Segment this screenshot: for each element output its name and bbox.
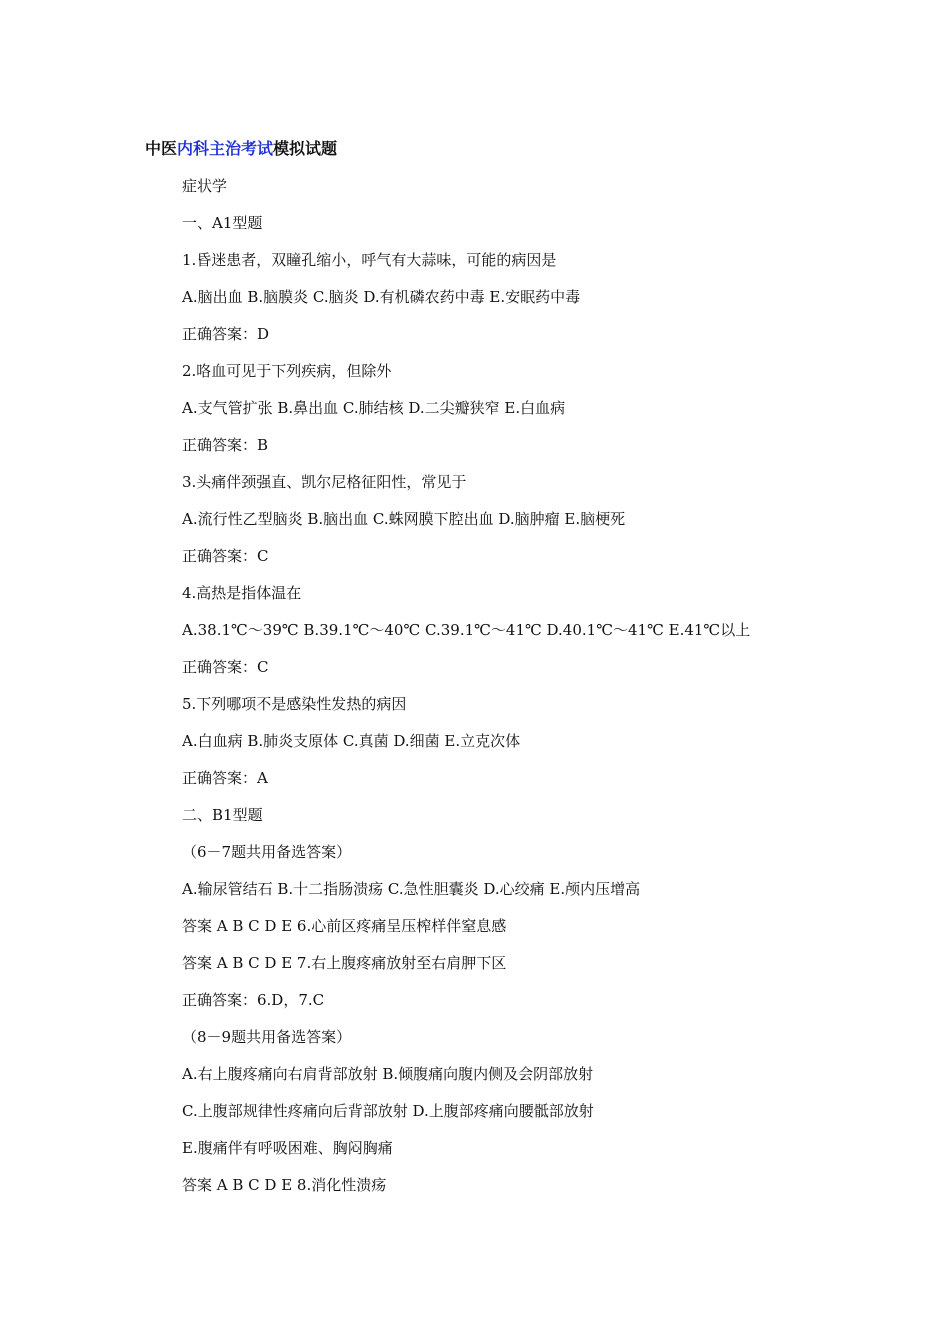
question-5: 5.下列哪项不是感染性发热的病因: [182, 695, 407, 713]
question-4: 4.高热是指体温在: [182, 584, 302, 602]
title-prefix: 中医: [145, 139, 178, 158]
question-3-options: A.流行性乙型脑炎 B.脑出血 C.蛛网膜下腔出血 D.脑肿瘤 E.脑梗死: [182, 510, 626, 528]
question-2: 2.咯血可见于下列疾病，但除外: [182, 362, 392, 380]
question-1: 1.昏迷患者，双瞳孔缩小，呼气有大蒜味，可能的病因是: [182, 251, 557, 269]
shared-options-note-8-9: （8－9题共用备选答案）: [182, 1028, 352, 1046]
section-heading-b1: 二、B1型题: [182, 806, 263, 824]
question-6-7-answer: 正确答案：6.D，7.C: [182, 991, 325, 1009]
question-2-answer: 正确答案：B: [182, 436, 269, 454]
title-suffix: 模拟试题: [273, 139, 338, 158]
shared-options-8-9-a-b: A.右上腹疼痛向右肩背部放射 B.倾腹痛向腹内侧及会阴部放射: [182, 1065, 594, 1083]
shared-options-8-9-c-d: C.上腹部规律性疼痛向后背部放射 D.上腹部疼痛向腰骶部放射: [182, 1102, 594, 1120]
question-2-options: A.支气管扩张 B.鼻出血 C.肺结核 D.二尖瓣狭窄 E.白血病: [182, 399, 566, 417]
question-1-options: A.脑出血 B.脑膜炎 C.脑炎 D.有机磷农药中毒 E.安眠药中毒: [182, 288, 581, 306]
question-5-answer: 正确答案：A: [182, 769, 268, 787]
section-heading-symptomatology: 症状学: [182, 177, 228, 195]
question-5-options: A.白血病 B.肺炎支原体 C.真菌 D.细菌 E.立克次体: [182, 732, 521, 750]
document-title: [145, 137, 337, 161]
shared-options-8-9-e: E.腹痛伴有呼吸困难、胸闷胸痛: [182, 1139, 393, 1157]
question-4-options: A.38.1℃～39℃ B.39.1℃～40℃ C.39.1℃～41℃ D.40.1℃～41℃ E.41℃以上: [182, 621, 751, 639]
question-7: 答案 A B C D E 7.右上腹疼痛放射至右肩胛下区: [182, 954, 507, 972]
title-link[interactable]: 内科主治考试: [177, 139, 274, 158]
document-body: [182, 174, 902, 1210]
section-heading-a1: 一、A1型题: [182, 214, 263, 232]
question-3: 3.头痛伴颈强直、凯尔尼格征阳性，常见于: [182, 473, 467, 491]
question-4-answer: 正确答案：C: [182, 658, 269, 676]
question-1-answer: 正确答案：D: [182, 325, 270, 343]
question-6: 答案 A B C D E 6.心前区疼痛呈压榨样伴窒息感: [182, 917, 507, 935]
shared-options-note-6-7: （6－7题共用备选答案）: [182, 843, 352, 861]
question-8: 答案 A B C D E 8.消化性溃疡: [182, 1176, 387, 1194]
question-3-answer: 正确答案：C: [182, 547, 269, 565]
shared-options-6-7: A.输尿管结石 B.十二指肠溃疡 C.急性胆囊炎 D.心绞痛 E.颅内压增高: [182, 880, 641, 898]
